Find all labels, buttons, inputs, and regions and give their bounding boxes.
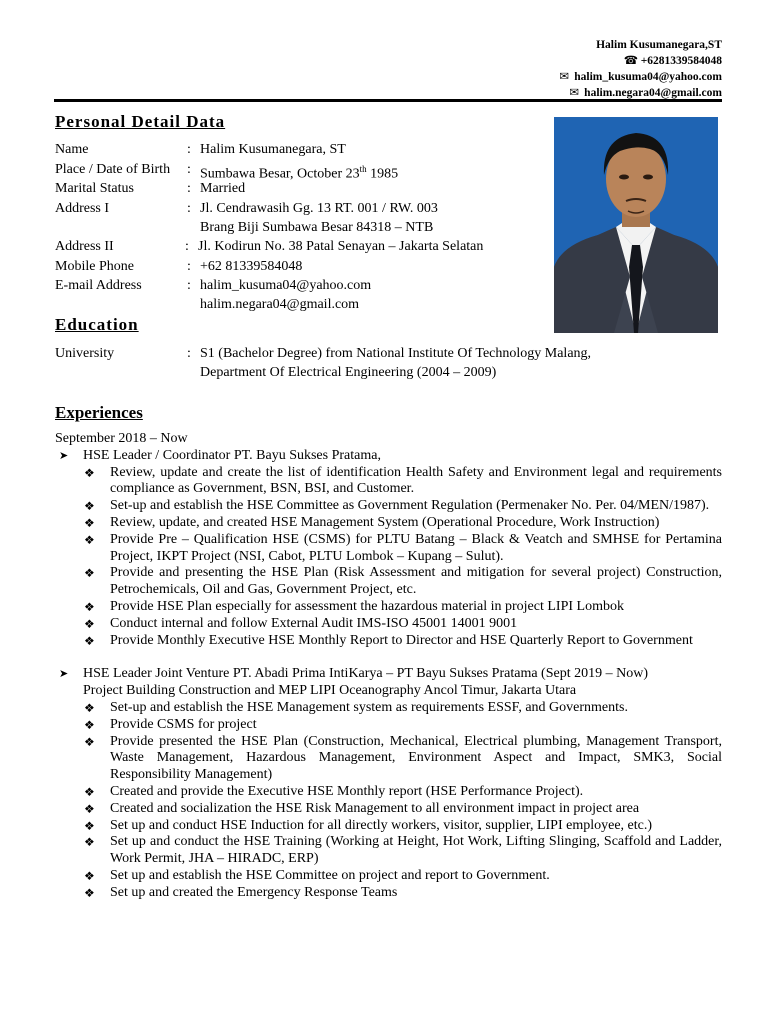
list-item: ❖ Set up and created the Emergency Response Teams [84, 884, 398, 900]
field-value: S1 (Bachelor Degree) from National Institute Of Technology Malang, [200, 346, 592, 361]
field-colon: : [187, 346, 191, 361]
education-section-title: Education [55, 315, 139, 334]
field-value: Jl. Kodirun No. 38 Patal Senayan – Jakarta Selatan [198, 239, 484, 255]
diamond-bullet-icon: ❖ [84, 734, 95, 749]
list-item: ❖ Set-up and establish the HSE Management system as requirements ESSF, and Governments. [84, 699, 628, 715]
field-colon: : [187, 200, 191, 216]
field-value: Jl. Cendrawasih Gg. 13 RT. 001 / RW. 003 [200, 200, 438, 216]
field-label: Address I [55, 200, 110, 216]
list-item: ❖ Provide CSMS for project [84, 716, 257, 732]
field-value-line2: halim.negara04@gmail.com [200, 297, 360, 313]
list-item: ❖ Review, update, and created HSE Management System (Operational Procedure, Work Instruction) [84, 514, 660, 530]
header-divider [54, 99, 722, 102]
diamond-bullet-icon: ❖ [84, 818, 95, 833]
field-value: Married [200, 181, 246, 196]
diamond-bullet-icon: ❖ [84, 868, 95, 883]
field-label: Marital Status [55, 181, 134, 196]
list-item: ❖ Created and provide the Executive HSE Monthly report (HSE Performance Project). [84, 783, 584, 799]
list-item: ❖ Provide HSE Plan especially for assessment the hazardous material in project LIPI Lombok [84, 598, 624, 614]
list-item: ❖ Provide and presenting the HSE Plan (Risk Assessment and mitigation for several project) Construction, Petrochemicals, Oil and Gas, Government Project, etc. [84, 565, 722, 598]
field-label: Mobile Phone [55, 258, 134, 274]
job-entry [55, 448, 722, 465]
birth-value-main: Sumbawa Besar, October 23 [200, 166, 360, 182]
list-item: ❖ Set up and conduct HSE Induction for all directly workers, visitor, supplier, LIPI employee, etc.) [84, 817, 653, 833]
experience-period: September 2018 – Now [55, 431, 188, 446]
diamond-bullet-icon: ❖ [84, 633, 95, 648]
diamond-bullet-icon: ❖ [84, 801, 95, 816]
experiences-section-title: Experiences [55, 403, 143, 422]
list-item: ❖ Provide Pre – Qualification HSE (CSMS) for PLTU Batang – Black & Veatch and SMHSE for Pertamina Project, IKPT Project (NSI, Cabot, PLTU Lombok – Kupang – Sulut). [84, 531, 722, 564]
birth-value-year: 1985 [366, 166, 399, 182]
job-duties-list [55, 700, 722, 902]
diamond-bullet-icon: ❖ [84, 599, 95, 614]
job-title: HSE Leader Joint Venture PT. Abadi Prima IntiKarya – PT Bayu Sukses Pratama (Sept 2019 – Now) [83, 666, 648, 682]
contact-email1: halim_kusuma04@yahoo.com [574, 71, 722, 83]
field-colon: : [187, 258, 191, 274]
contact-phone: +6281339584048 [640, 55, 722, 67]
field-colon: : [187, 181, 191, 196]
job-duties-list [55, 465, 722, 650]
field-colon: : [187, 142, 191, 157]
diamond-bullet-icon: ❖ [84, 499, 95, 514]
list-item: ❖ Created and socialization the HSE Risk Management to all environment impact in project area [84, 800, 640, 816]
spacer [55, 649, 722, 666]
list-item: ❖ Set-up and establish the HSE Committee as Government Regulation (Permenaker No. Per. 04/MEN/1987). [84, 498, 710, 514]
diamond-bullet-icon: ❖ [84, 616, 95, 631]
birth-value-sup: th [359, 163, 367, 174]
diamond-bullet-icon: ❖ [84, 566, 95, 581]
field-value: Halim Kusumanegara, ST [200, 142, 346, 157]
field-label: Address II [55, 239, 114, 255]
field-value: +62 81339584048 [200, 258, 303, 274]
contact-phone-line [557, 53, 722, 69]
job-subtitle: Project Building Construction and MEP LIPI Oceanography Ancol Timur, Jakarta Utara [83, 683, 577, 699]
list-item: ❖ Review, update and create the list of identification Health Safety and Environment legal and requirements compliance as Government, BSN, BSI, and Customer. [84, 464, 722, 497]
diamond-bullet-icon: ❖ [84, 532, 95, 547]
list-item: ❖ Provide Monthly Executive HSE Monthly Report to Director and HSE Quarterly Report to Government [84, 632, 693, 648]
field-value-line2: Department Of Electrical Engineering (2004 – 2009) [200, 365, 497, 381]
field-label: Name [55, 142, 89, 157]
email-icon: ✉ [559, 71, 570, 83]
portrait-illustration [554, 117, 718, 333]
experiences-content [55, 431, 722, 902]
field-colon: : [185, 239, 189, 255]
diamond-bullet-icon: ❖ [84, 465, 95, 480]
list-item: ❖ Set up and establish the HSE Committee on project and report to Government. [84, 867, 550, 883]
field-label: Place / Date of Birth [55, 161, 171, 177]
list-item: ❖ Conduct internal and follow External Audit IMS-ISO 45001 14001 9001 [84, 615, 518, 631]
field-value: halim_kusuma04@yahoo.com [200, 278, 372, 294]
field-colon: : [187, 278, 191, 294]
personal-section-title: Personal Detail Data [55, 112, 226, 131]
arrow-bullet-icon: ➤ [59, 449, 69, 462]
list-item: ❖ Provide presented the HSE Plan (Construction, Mechanical, Electrical plumbing, Management Transport, Waste Management, Hazardous Management, Environment Aspect and Impact, SMK3, Social Responsibility Management) [84, 733, 722, 783]
phone-icon: ☎ [623, 55, 639, 67]
job-entry [55, 666, 722, 683]
diamond-bullet-icon: ❖ [84, 885, 95, 900]
field-colon: : [187, 161, 191, 177]
contact-email1-line [557, 69, 722, 85]
email-icon: ✉ [569, 87, 579, 99]
diamond-bullet-icon: ❖ [84, 515, 95, 530]
contact-name: Halim Kusumanegara,ST [596, 39, 722, 51]
contact-email2: halim.negara04@gmail.com [584, 87, 722, 99]
diamond-bullet-icon: ❖ [84, 835, 95, 850]
job-title: HSE Leader / Coordinator PT. Bayu Sukses Pratama, [83, 447, 381, 463]
diamond-bullet-icon: ❖ [84, 717, 95, 732]
contact-block [557, 37, 722, 101]
arrow-bullet-icon: ➤ [59, 668, 69, 681]
profile-photo [554, 117, 718, 333]
diamond-bullet-icon: ❖ [84, 784, 95, 799]
list-item: ❖ Set up and conduct the HSE Training (Working at Height, Hot Work, Lifting Slinging, Scaffold and Ladder, Work Permit, JHA – HIRADC, ERP) [84, 834, 722, 867]
field-value-line2: Brang Biji Sumbawa Besar 84318 – NTB [200, 219, 434, 235]
field-label: E-mail Address [55, 278, 142, 294]
field-label: University [55, 346, 115, 361]
diamond-bullet-icon: ❖ [84, 700, 95, 715]
